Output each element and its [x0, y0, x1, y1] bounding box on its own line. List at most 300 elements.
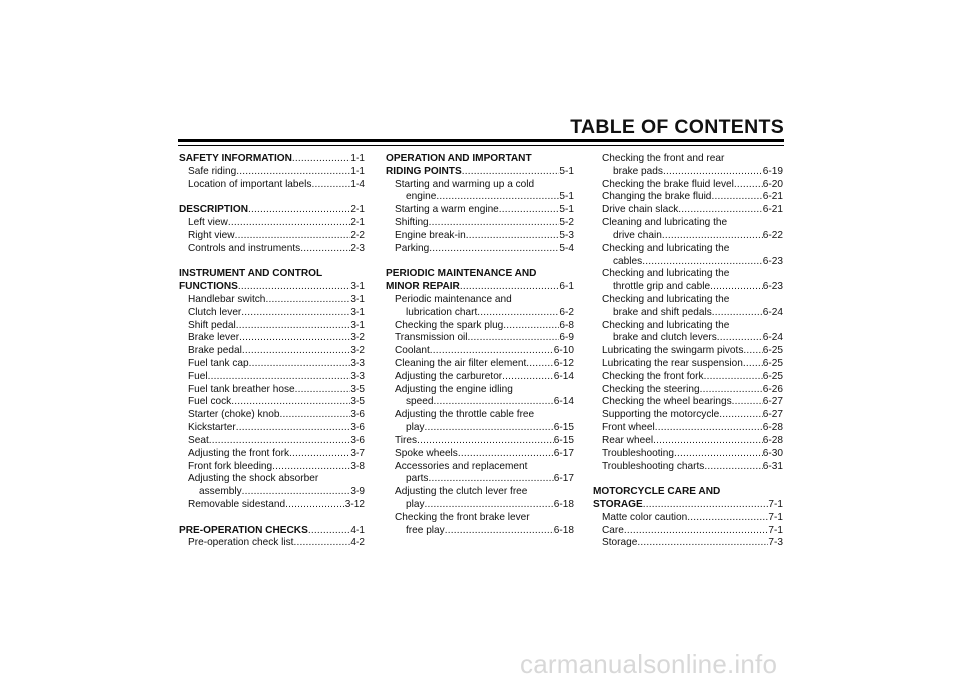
toc-entry-line: [593, 166, 783, 179]
toc-entry-line: [179, 486, 365, 499]
dot-leader: [239, 332, 350, 345]
toc-entry[interactable]: [593, 537, 783, 550]
dot-leader: [279, 409, 350, 422]
toc-entry-title: Controls and instruments: [188, 242, 301, 254]
toc-entry-title: DESCRIPTION: [179, 204, 248, 216]
toc-page-number: 3-1: [350, 306, 365, 318]
toc-entry[interactable]: [593, 512, 783, 525]
dot-leader: [249, 358, 351, 371]
toc-entry-title: Rear wheel: [602, 434, 654, 446]
toc-entry[interactable]: [386, 371, 574, 384]
toc-entry-title: free play: [406, 524, 445, 536]
toc-entry-line: [179, 166, 365, 179]
toc-entry[interactable]: [386, 512, 574, 538]
toc-page-number: 5-1: [559, 165, 574, 177]
toc-entry[interactable]: [179, 332, 365, 345]
toc-entry-line: [593, 204, 783, 217]
dot-leader: [637, 537, 768, 550]
toc-entry-title: Changing the brake fluid: [602, 191, 712, 203]
toc-page-number: 1-4: [350, 178, 365, 190]
title-rule-thick: [178, 139, 784, 142]
toc-entry-title: Tires: [395, 434, 418, 446]
toc-entry-title: Drive chain slack: [602, 204, 679, 216]
toc-entry-line: [179, 345, 365, 358]
dot-leader: [285, 499, 345, 512]
toc-entry-title: Adjusting the carburetor: [395, 370, 503, 382]
toc-entry[interactable]: [593, 320, 783, 346]
toc-entry[interactable]: [593, 448, 783, 461]
toc-entry[interactable]: [386, 461, 574, 487]
toc-section-entry[interactable]: [386, 153, 574, 179]
dot-leader: [236, 320, 351, 333]
toc-entry-heading-line: OPERATION AND IMPORTANT: [386, 153, 532, 164]
toc-entry-title: Matte color caution: [602, 511, 688, 523]
toc-entry[interactable]: [593, 294, 783, 320]
toc-entry-title: STORAGE: [593, 498, 643, 510]
dot-leader: [289, 448, 350, 461]
toc-entry-line: [593, 499, 783, 512]
toc-entry[interactable]: [386, 384, 574, 410]
dot-leader: [308, 525, 351, 538]
toc-entry-line: [179, 435, 365, 448]
toc-entry[interactable]: [386, 230, 574, 243]
toc-entry-title: Checking the front fork: [602, 370, 704, 382]
dot-leader: [231, 396, 350, 409]
toc-page-number: 6-17: [553, 447, 574, 459]
toc-page-number: 6-15: [553, 434, 574, 446]
toc-entry[interactable]: [593, 525, 783, 538]
toc-entry[interactable]: [593, 243, 783, 269]
section-gap: [386, 256, 574, 269]
toc-section-entry[interactable]: [593, 486, 783, 512]
toc-entry-title: Coolant: [395, 345, 430, 357]
toc-entry-title: cables: [613, 255, 643, 267]
dot-leader: [295, 384, 351, 397]
toc-entry-line: [179, 307, 365, 320]
toc-entry-line: [386, 166, 574, 179]
toc-entry[interactable]: [179, 537, 365, 550]
toc-page-number: 4-1: [350, 524, 365, 536]
toc-page-number: 6-25: [762, 370, 783, 382]
toc-entry-title: Left view: [188, 217, 228, 229]
toc-entry-line: [593, 230, 783, 243]
toc-entry-line: [386, 243, 574, 256]
toc-entry[interactable]: [386, 217, 574, 230]
toc-page-number: 6-23: [762, 281, 783, 293]
toc-entry[interactable]: [593, 461, 783, 474]
toc-page-number: 6-22: [762, 229, 783, 241]
toc-entry[interactable]: [386, 179, 574, 205]
toc-page-number: 3-9: [350, 486, 365, 498]
toc-entry-line: [179, 153, 365, 166]
toc-section-entry[interactable]: [179, 268, 365, 294]
toc-entry[interactable]: [593, 345, 783, 358]
toc-entry[interactable]: [593, 268, 783, 294]
toc-entry-line: [179, 281, 365, 294]
toc-section-entry[interactable]: [179, 204, 365, 217]
toc-column-2: [386, 153, 574, 537]
toc-entry-line: [386, 371, 574, 384]
toc-entry-title: brake pads: [613, 165, 663, 177]
toc-page-number: 6-8: [559, 319, 574, 331]
toc-entry[interactable]: [179, 307, 365, 320]
toc-entry-heading-line: Periodic maintenance and: [395, 293, 512, 305]
dot-leader: [293, 537, 350, 550]
toc-page-number: 7-1: [768, 524, 783, 536]
toc-entry-heading-line: Checking and lubricating the: [602, 268, 730, 280]
toc-column-3: [593, 153, 783, 550]
toc-entry-heading-line: Adjusting the clutch lever free: [395, 486, 528, 498]
dot-leader: [743, 358, 763, 371]
dot-leader: [732, 396, 763, 409]
toc-entry[interactable]: [593, 191, 783, 204]
toc-entry[interactable]: [593, 217, 783, 243]
toc-entry[interactable]: [386, 204, 574, 217]
toc-entry-heading-line: Checking and lubricating the: [602, 242, 730, 254]
toc-entry-line: [593, 512, 783, 525]
toc-entry-line: [593, 461, 783, 474]
toc-entry-line: [386, 217, 574, 230]
toc-entry-title: Starting a warm engine: [395, 204, 499, 216]
toc-page-number: 3-3: [350, 370, 365, 382]
dot-leader: [236, 166, 350, 179]
dot-leader: [711, 191, 762, 204]
toc-entry-title: engine: [406, 191, 437, 203]
toc-section-entry[interactable]: [179, 153, 365, 166]
toc-page-number: 3-1: [350, 293, 365, 305]
toc-page-number: 6-12: [553, 358, 574, 369]
dot-leader: [429, 243, 559, 256]
toc-entry-line: [386, 332, 574, 345]
dot-leader: [429, 217, 560, 230]
dot-leader: [434, 396, 554, 409]
toc-entry-line: [593, 525, 783, 538]
toc-page-number: 3-1: [350, 319, 365, 331]
toc-page-number: 6-31: [762, 460, 783, 472]
toc-entry-title: Fuel cock: [188, 396, 232, 408]
toc-page-number: 3-6: [350, 434, 365, 446]
toc-entry-heading-line: Adjusting the throttle cable free: [395, 409, 535, 421]
toc-page-number: 6-2: [559, 306, 574, 318]
toc-page-number: 6-18: [553, 524, 574, 536]
toc-entry[interactable]: [179, 217, 365, 230]
toc-page-number: 6-17: [553, 473, 574, 485]
toc-entry-line: [179, 230, 365, 243]
toc-entry-title: Pre-operation check list: [188, 537, 294, 549]
dot-leader: [209, 435, 351, 448]
dot-leader: [300, 243, 350, 256]
toc-page-number: 6-24: [762, 332, 783, 344]
toc-entry[interactable]: [593, 422, 783, 435]
toc-entry-heading-line: Accessories and replacement: [395, 460, 528, 472]
section-gap: [179, 512, 365, 525]
section-gap: [593, 473, 783, 486]
toc-entry[interactable]: [593, 396, 783, 409]
toc-entry-line: [593, 422, 783, 435]
dot-leader: [425, 422, 554, 435]
toc-entry-title: Front wheel: [602, 422, 655, 434]
toc-entry[interactable]: [179, 409, 365, 422]
dot-leader: [228, 217, 351, 230]
toc-entry[interactable]: [386, 243, 574, 256]
toc-entry-line: [386, 191, 574, 204]
toc-entry-title: Troubleshooting: [602, 447, 675, 459]
dot-leader: [526, 358, 554, 371]
toc-page-number: 5-1: [559, 191, 574, 203]
toc-entry-heading-line: PERIODIC MAINTENANCE AND: [386, 268, 537, 280]
dot-leader: [717, 332, 763, 345]
toc-entry-title: MINOR REPAIR: [386, 281, 460, 293]
toc-entry-heading-line: Cleaning and lubricating the: [602, 217, 728, 229]
toc-entry[interactable]: [386, 409, 574, 435]
toc-entry[interactable]: [179, 294, 365, 307]
toc-entry-title: Lubricating the rear suspension: [602, 358, 743, 369]
toc-entry-line: [386, 435, 574, 448]
title-rule-thin: [178, 145, 784, 146]
toc-entry[interactable]: [179, 358, 365, 371]
toc-page-number: 6-25: [762, 345, 783, 357]
toc-entry[interactable]: [593, 384, 783, 397]
toc-entry-line: [593, 537, 783, 550]
toc-entry-title: Care: [602, 524, 624, 536]
dot-leader: [292, 153, 351, 166]
toc-entry-title: play: [406, 498, 425, 510]
toc-entry-line: [179, 396, 365, 409]
toc-entry[interactable]: [179, 320, 365, 333]
toc-entry-title: speed: [406, 396, 434, 408]
toc-entry[interactable]: [179, 461, 365, 474]
toc-entry-heading-line: Checking and lubricating the: [602, 319, 730, 331]
toc-page-number: 1-1: [350, 165, 365, 177]
dot-leader: [208, 371, 351, 384]
toc-entry[interactable]: [179, 448, 365, 461]
dot-leader: [458, 448, 554, 461]
toc-entry-title: FUNCTIONS: [179, 281, 238, 293]
toc-page-number: 6-14: [553, 370, 574, 382]
toc-page-number: 6-21: [762, 204, 783, 216]
toc-entry-title: play: [406, 422, 425, 434]
toc-entry[interactable]: [386, 448, 574, 461]
toc-entry-title: Starter (choke) knob: [188, 409, 280, 421]
toc-entry[interactable]: [386, 435, 574, 448]
toc-entry-title: Shifting: [395, 217, 429, 229]
toc-entry-heading-line: MOTORCYCLE CARE AND: [593, 486, 721, 498]
dot-leader: [462, 166, 560, 179]
toc-entry[interactable]: [179, 384, 365, 397]
dot-leader: [655, 422, 763, 435]
toc-entry-line: [179, 243, 365, 256]
toc-entry-line: [593, 307, 783, 320]
toc-entry-line: [179, 332, 365, 345]
toc-entry[interactable]: [593, 435, 783, 448]
toc-entry-title: brake and clutch levers: [613, 332, 717, 344]
toc-entry[interactable]: [179, 230, 365, 243]
dot-leader: [238, 281, 351, 294]
dot-leader: [311, 179, 350, 192]
dot-leader: [241, 307, 350, 320]
toc-entry-line: [179, 525, 365, 538]
toc-page-number: 3-12: [344, 498, 365, 510]
dot-leader: [436, 191, 559, 204]
toc-section-entry[interactable]: [179, 525, 365, 538]
dot-leader: [674, 448, 763, 461]
dot-leader: [503, 320, 559, 333]
toc-entry-line: [386, 320, 574, 333]
toc-entry-line: [593, 435, 783, 448]
toc-entry-title: Handlebar switch: [188, 293, 266, 305]
toc-page-number: 2-3: [350, 242, 365, 254]
toc-entry-line: [179, 204, 365, 217]
toc-entry[interactable]: [386, 320, 574, 333]
toc-page-number: 5-2: [559, 217, 574, 229]
toc-entry-title: Safe riding: [188, 165, 237, 177]
dot-leader: [248, 204, 350, 217]
toc-entry[interactable]: [179, 473, 365, 499]
dot-leader: [643, 499, 769, 512]
toc-entry-title: Spoke wheels: [395, 447, 458, 459]
toc-entry-line: [179, 409, 365, 422]
toc-entry[interactable]: [386, 358, 574, 371]
toc-entry[interactable]: [593, 409, 783, 422]
toc-page-number: 3-8: [350, 460, 365, 472]
toc-entry[interactable]: [593, 358, 783, 371]
toc-page-number: 3-6: [350, 409, 365, 421]
toc-entry-line: [386, 230, 574, 243]
toc-page-number: 6-18: [553, 498, 574, 510]
toc-entry-line: [386, 204, 574, 217]
toc-entry-line: [179, 422, 365, 435]
toc-entry-title: Clutch lever: [188, 306, 242, 318]
toc-entry[interactable]: [386, 332, 574, 345]
dot-leader: [242, 345, 351, 358]
toc-entry[interactable]: [179, 345, 365, 358]
toc-entry-line: [386, 448, 574, 461]
toc-entry-title: Checking the spark plug: [395, 319, 504, 331]
dot-leader: [499, 204, 560, 217]
toc-page-number: 3-2: [350, 332, 365, 344]
dot-leader: [743, 345, 762, 358]
dot-leader: [704, 461, 762, 474]
toc-page-number: 6-28: [762, 434, 783, 446]
dot-leader: [428, 473, 553, 486]
toc-entry-title: Fuel tank breather hose: [188, 383, 295, 395]
dot-leader: [502, 371, 554, 384]
toc-entry[interactable]: [386, 345, 574, 358]
toc-entry[interactable]: [593, 371, 783, 384]
toc-entry[interactable]: [179, 396, 365, 409]
toc-entry-title: Kickstarter: [188, 422, 236, 434]
toc-entry-title: Lubricating the swingarm pivots: [602, 345, 744, 357]
toc-page-number: 6-23: [762, 255, 783, 267]
toc-section-entry[interactable]: [386, 268, 574, 294]
toc-entry[interactable]: [386, 486, 574, 512]
toc-entry-line: [386, 307, 574, 320]
toc-entry-line: [179, 384, 365, 397]
toc-entry-title: Adjusting the front fork: [188, 447, 289, 459]
toc-entry-title: Checking the wheel bearings: [602, 396, 732, 408]
toc-entry[interactable]: [179, 179, 365, 192]
toc-entry-line: [179, 358, 365, 371]
toc-page-number: 6-24: [762, 306, 783, 318]
dot-leader: [242, 486, 351, 499]
toc-entry[interactable]: [179, 371, 365, 384]
toc-entry-heading-line: Starting and warming up a cold: [395, 178, 535, 190]
dot-leader: [678, 204, 763, 217]
toc-entry[interactable]: [386, 294, 574, 320]
dot-leader: [460, 281, 560, 294]
toc-entry[interactable]: [179, 243, 365, 256]
toc-page-number: 4-2: [350, 537, 365, 549]
toc-entry-heading-line: Checking the front and rear: [602, 153, 725, 164]
toc-entry-line: [386, 281, 574, 294]
toc-entry[interactable]: [593, 179, 783, 192]
toc-entry-title: Transmission oil: [395, 332, 468, 344]
toc-page-number: 2-1: [350, 217, 365, 229]
toc-page-number: 6-20: [762, 178, 783, 190]
toc-page-number: 6-28: [762, 422, 783, 434]
toc-entry[interactable]: [179, 499, 365, 512]
toc-entry-title: Shift pedal: [188, 319, 236, 331]
toc-entry-line: [179, 499, 365, 512]
toc-entry-title: throttle grip and cable: [613, 281, 711, 293]
toc-entry-title: brake and shift pedals: [613, 306, 712, 318]
toc-entry-line: [593, 345, 783, 358]
toc-entry-line: [179, 461, 365, 474]
toc-entry-line: [179, 448, 365, 461]
dot-leader: [704, 371, 763, 384]
toc-entry-line: [179, 371, 365, 384]
toc-page-number: 6-10: [553, 345, 574, 357]
toc-page-number: 6-27: [762, 409, 783, 421]
dot-leader: [466, 230, 560, 243]
dot-leader: [734, 179, 763, 192]
toc-entry[interactable]: [179, 435, 365, 448]
toc-entry-line: [179, 179, 365, 192]
dot-leader: [468, 332, 560, 345]
toc-entry-line: [179, 217, 365, 230]
toc-page-number: 5-1: [559, 204, 574, 216]
toc-entry[interactable]: [179, 166, 365, 179]
toc-entry[interactable]: [179, 422, 365, 435]
dot-leader: [624, 525, 769, 538]
toc-page-number: 6-21: [762, 191, 783, 203]
toc-page-number: 2-2: [350, 229, 365, 241]
toc-entry-title: Location of important labels: [188, 178, 312, 190]
dot-leader: [642, 256, 763, 269]
toc-entry-line: [593, 281, 783, 294]
toc-entry-title: Engine break-in: [395, 229, 466, 241]
toc-entry-line: [386, 345, 574, 358]
toc-entry-line: [386, 358, 574, 371]
toc-entry[interactable]: [593, 153, 783, 179]
toc-entry-title: Seat: [188, 434, 209, 446]
toc-entry-line: [386, 473, 574, 486]
toc-entry[interactable]: [593, 204, 783, 217]
toc-entry-line: [386, 525, 574, 538]
dot-leader: [265, 294, 350, 307]
dot-leader: [712, 307, 763, 320]
toc-page-number: 6-27: [762, 396, 783, 408]
dot-leader: [430, 345, 554, 358]
toc-page-number: 6-14: [553, 396, 574, 408]
toc-entry-heading-line: Adjusting the shock absorber: [188, 473, 319, 485]
dot-leader: [719, 409, 763, 422]
toc-entry-title: Fuel tank cap: [188, 358, 249, 369]
toc-page-number: 7-1: [768, 511, 783, 523]
toc-page-number: 3-2: [350, 345, 365, 357]
toc-page-number: 3-1: [350, 281, 365, 293]
dot-leader: [477, 307, 559, 320]
